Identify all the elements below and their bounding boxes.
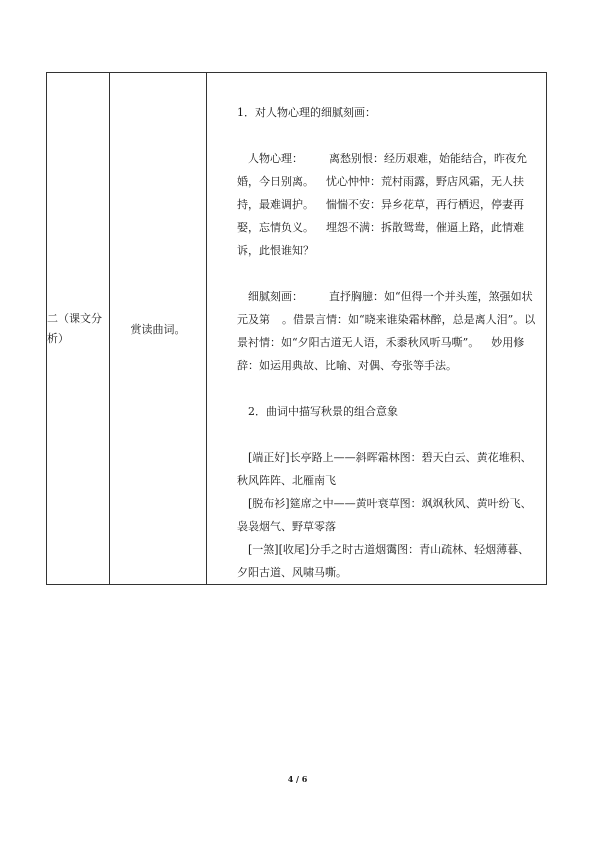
psychology-label: 人物心理： <box>248 152 303 165</box>
psychology-item: 离愁别恨：经历艰难，始能结合，昨夜允婚，今日别离。 <box>237 152 527 188</box>
scene-item: [端正好]长亭路上——斜晖霜林图：碧天白云、黄花堆积、秋风阵阵、北雁南飞 <box>237 451 532 487</box>
heading-autumn-scenes: 2．曲词中描写秋景的组合意象 <box>248 405 398 418</box>
scene-item: [一煞][收尾]分手之时古道烟霭图：青山疏林、轻烟薄暮、夕阳古道、风啸马嘶。 <box>237 543 530 579</box>
delicate-item: 。借景言情：如“晓来谁染霜林醉，总是离人泪”。 <box>282 313 525 326</box>
psychology-paragraph <box>237 147 536 262</box>
delicate-label: 细腻刻画： <box>248 290 303 303</box>
scene-item: [脱布衫]筵席之中——黄叶衰草图：飒飒秋风、黄叶纷飞、袅袅烟气、野草零落 <box>237 497 532 533</box>
delicate-item: 直抒胸臆：如“但得一个并头莲，煞强如状元及第 <box>237 290 533 326</box>
section-cell <box>47 73 110 585</box>
content-cell <box>207 73 547 585</box>
content-body <box>207 73 546 584</box>
delicate-item: 以景衬情：如“夕阳古道无人语，禾黍秋风听马嘶”。 <box>237 313 536 349</box>
table-row <box>47 73 547 585</box>
delicate-paragraph <box>237 285 536 377</box>
activity-label: 赏读曲词。 <box>130 322 186 336</box>
psychology-item: 埋怨不满：拆散鸳鸯，催逼上路，此情难诉，此恨谁知？ <box>237 221 524 257</box>
activity-cell <box>110 73 207 585</box>
heading-psychology: 1．对人物心理的细腻刻画： <box>237 106 376 119</box>
psychology-item: 惴惴不安：异乡花草，再行栖迟，停妻再娶，忘情负义。 <box>237 198 524 234</box>
psychology-item: 忧心忡忡：荒村雨露，野店风霜，无人扶持，最难调护。 <box>237 175 524 211</box>
section-label: 二（课文分析） <box>47 311 102 345</box>
delicate-item: 妙用修辞：如运用典故、比喻、对偶、夸张等手法。 <box>237 336 525 372</box>
lesson-table <box>46 72 547 585</box>
page-number: 4 / 6 <box>287 774 308 784</box>
